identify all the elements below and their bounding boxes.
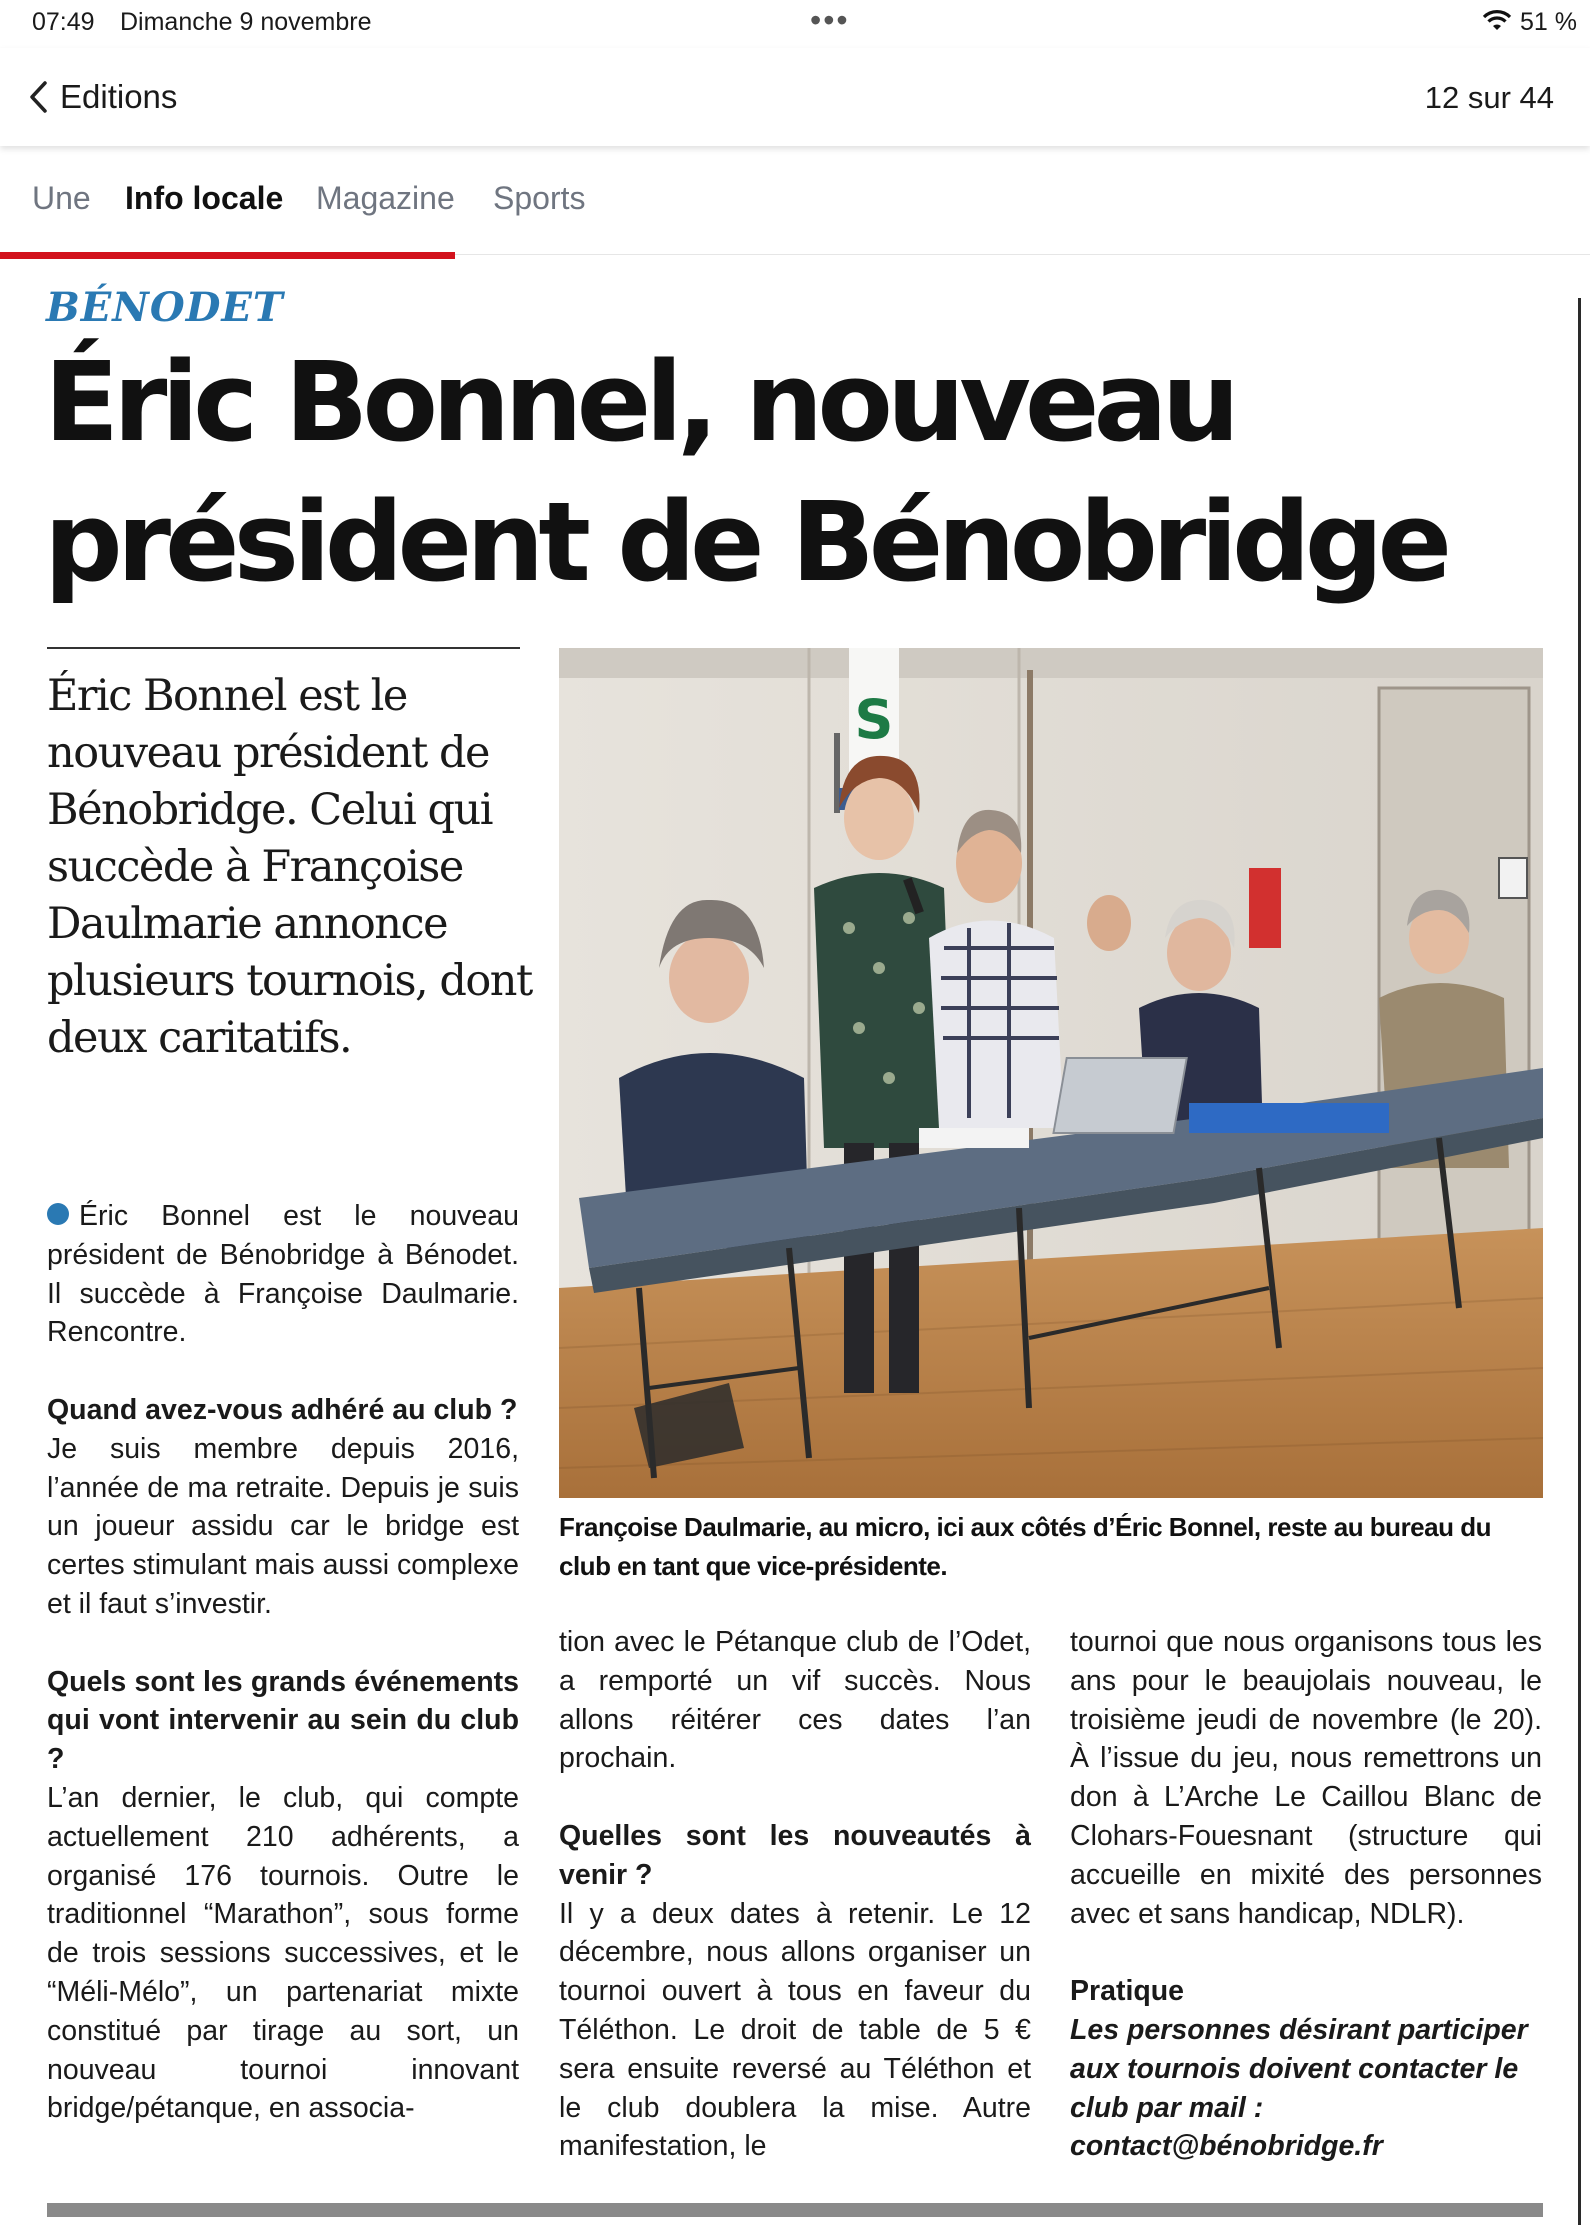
back-button[interactable] (28, 78, 177, 116)
ellipsis-icon[interactable]: ••• (810, 2, 850, 38)
article-column-3 (1070, 1623, 1542, 2166)
bullet-icon (47, 1203, 69, 1225)
article-kicker: BÉNODET (46, 284, 284, 331)
answer-2-part-2: tion avec le Pétanque club de l’Odet, a remporté un vif succès. Nous allons réitérer ces dates l’an prochain. (559, 1626, 1031, 1775)
section-tabs (0, 150, 1590, 255)
scroll-indicator[interactable] (47, 2203, 1543, 2217)
answer-3-part-2: tournoi que nous organisons tous les ans pour le beaujolais nouveau, le troisième jeudi de novembre (le 20). À l’issue du jeu, nous remettrons un don à L’Arche Le Caillou Blanc de Clohars-Fouesnant (structure qui accueille en mixité des personnes avec et sans handicap, NDLR). (1070, 1626, 1542, 1930)
nav-bar (0, 48, 1590, 146)
wifi-icon (1482, 10, 1512, 39)
question-1: Quand avez-vous adhéré au club ? (47, 1393, 518, 1426)
photo-sign-letter: S (854, 688, 894, 751)
tab-une[interactable]: Une (32, 180, 91, 216)
page-edge-rule (1578, 298, 1581, 2225)
answer-2-part-1: L’an dernier, le club, qui compte actuellement 210 adhérents, a organisé 176 tournois. Outre le traditionnel “Marathon”, sous forme de trois sessions successives, et le “Méli-Mélo”, un partenariat mixte constitué par tirage au sort, un nouveau tournoi innovant bridge/pétanque, en associa- (47, 1781, 519, 2125)
status-time: 07:49 (32, 8, 95, 36)
intro-text: Éric Bonnel est le nouveau président de Bénobridge à Bénodet. Il succède à Françoise Daulmarie. Rencontre. (47, 1200, 519, 1349)
article-column-2 (559, 1623, 1031, 2166)
chevron-left-icon (28, 80, 48, 114)
tab-info-locale[interactable]: Info locale (125, 180, 284, 216)
photo-caption: Françoise Daulmarie, au micro, ici aux côtés d’Éric Bonnel, reste au bureau du club en tant que vice-présidente. (559, 1512, 1491, 1581)
article-column-1 (47, 1197, 519, 2128)
status-date: Dimanche 9 novembre (120, 8, 372, 36)
question-2: Quels sont les grands événements qui vont intervenir au sein du club ? (47, 1665, 519, 1776)
battery-level: 51 % (1520, 8, 1577, 36)
article-headline: Éric Bonnel, nouveau président de Bénobridge (44, 338, 1447, 606)
article-intro (47, 1197, 519, 1352)
article-photo (559, 648, 1543, 1498)
tab-magazine[interactable]: Magazine (316, 180, 455, 216)
practical-info: Les personnes désirant participer aux tournois doivent contacter le club par mail : contact@bénobridge.fr (1070, 2013, 1528, 2163)
active-tab-indicator (0, 252, 455, 259)
tab-sports[interactable]: Sports (493, 180, 586, 216)
lead-divider (47, 647, 520, 649)
status-bar (0, 0, 1590, 48)
answer-3-part-1: Il y a deux dates à retenir. Le 12 décembre, nous allons organiser un tournoi ouvert à tous en faveur du Téléthon. Le droit de table de 5 € sera ensuite reversé au Téléthon et le club doublera la mise. Autre manifestation, le (559, 1897, 1031, 2163)
practical-heading: Pratique (1070, 1975, 1185, 2008)
article-lead: Éric Bonnel est le nouveau président de Bénobridge. Celui qui succède à Françoise Daulmarie annonce plusieurs tournois, dont deux caritatifs. (47, 671, 532, 1063)
question-3: Quelles sont les nouveautés à venir ? (559, 1819, 1031, 1891)
back-label: Editions (60, 78, 178, 115)
answer-1: Je suis membre depuis 2016, l’année de ma retraite. Depuis je suis un joueur assidu car le bridge est certes stimulant mais aussi complexe et il faut s’investir. (47, 1432, 520, 1620)
page-counter: 12 sur 44 (1424, 80, 1554, 115)
